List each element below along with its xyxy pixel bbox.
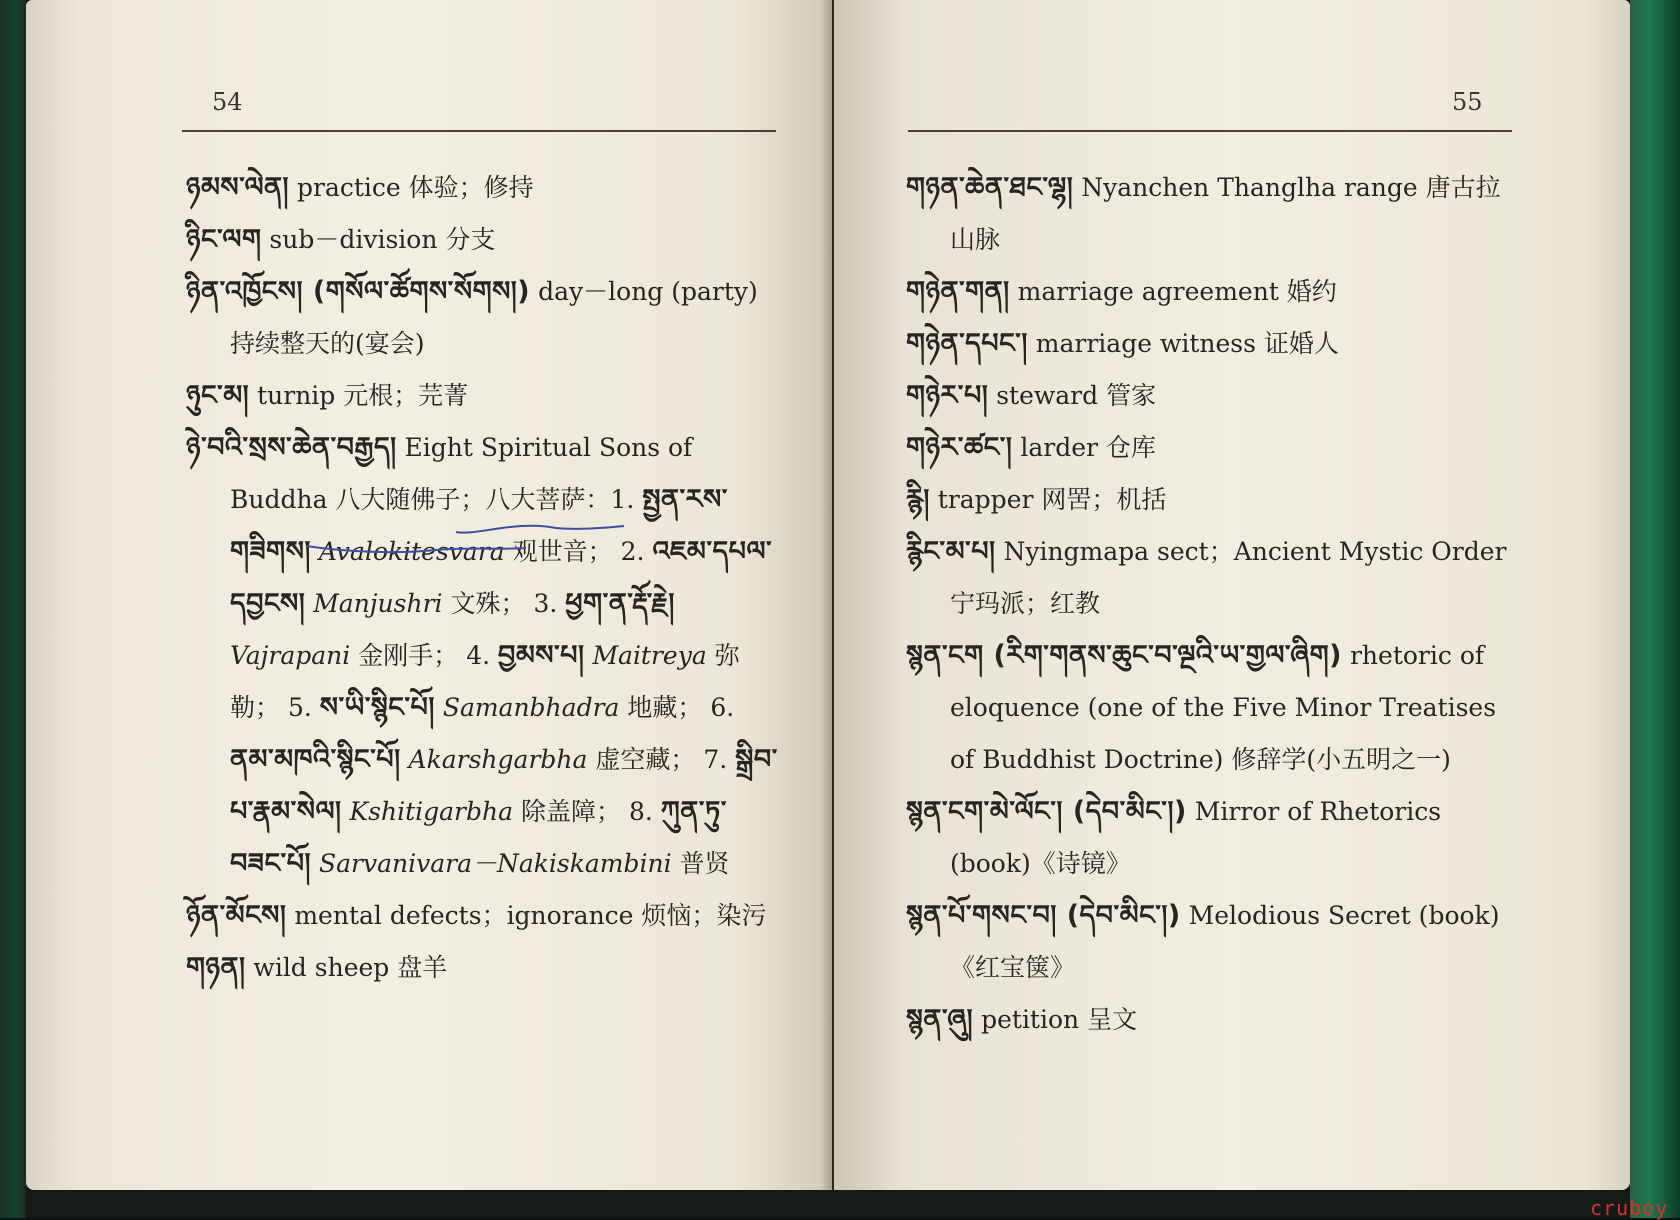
definition: Nyingmapa sect；Ancient Mystic Order 宁玛派；红教 xyxy=(950,537,1507,618)
item-number: 5. xyxy=(287,693,312,722)
tibetan-headword: ཉམས་ལེན། xyxy=(186,172,290,203)
entry-list xyxy=(186,162,778,994)
tibetan-headword: སྙན་ངག (རིག་གནས་ཆུང་བ་ལྔའི་ཡ་གྱལ་ཞིག) xyxy=(906,640,1343,671)
sanskrit-name: Vajrapani xyxy=(230,641,351,670)
dictionary-entry xyxy=(906,994,1514,1046)
chinese-gloss: 地藏； xyxy=(627,693,703,722)
right-page xyxy=(834,0,1630,1190)
sanskrit-name: Samanbhadra xyxy=(442,693,620,722)
tibetan-term: ཕྱག་ན་རྡོ་རྗེ། xyxy=(565,588,675,619)
item-number: 4. xyxy=(466,641,491,670)
tibetan-term: ཀུན་ཏུ་བཟང་པོ། xyxy=(230,796,727,879)
tibetan-headword: སྙན་ཞུ། xyxy=(906,1004,974,1035)
definition: petition 呈文 xyxy=(981,1005,1138,1034)
dictionary-entry xyxy=(906,786,1514,890)
dictionary-entry xyxy=(186,266,778,370)
tibetan-headword: སྙན་ངག་མེ་ལོང་། (དེབ་མིང་།) xyxy=(906,796,1187,827)
dictionary-entry xyxy=(906,630,1514,786)
definition: mental defects；ignorance 烦恼；染污 xyxy=(294,901,767,930)
page-number: 54 xyxy=(212,88,243,116)
tibetan-headword: གཉན། xyxy=(186,952,246,983)
chinese-gloss: 金刚手； xyxy=(358,641,459,670)
dictionary-entry xyxy=(906,318,1514,370)
header-rule xyxy=(908,130,1512,132)
tibetan-term: ནམ་མཁའི་སྙིང་པོ། xyxy=(230,744,401,775)
tibetan-headword: ཉིང་ལག xyxy=(186,224,262,255)
item-number: 3. xyxy=(533,589,558,618)
tibetan-term: ས་ཡི་སྙིང་པོ། xyxy=(319,692,435,723)
item-number: 7. xyxy=(703,745,728,774)
tibetan-headword: ཉུང་མ། xyxy=(186,380,250,411)
definition: wild sheep 盘羊 xyxy=(253,953,448,982)
chinese-gloss: 虚空藏； xyxy=(595,745,696,774)
dictionary-entry xyxy=(186,422,778,890)
tibetan-headword: ཉེ་བའི་སྲས་ཆེན་བརྒྱད། xyxy=(186,432,397,463)
tibetan-headword: གཉེར་པ། xyxy=(906,380,989,411)
definition: turnip 元根；芫菁 xyxy=(257,381,469,410)
tibetan-headword: གཉེན་དཔང་། xyxy=(906,328,1028,359)
tibetan-headword: གཉན་ཆེན་ཐང་ལྷ། xyxy=(906,172,1074,203)
sanskrit-name: Avalokitesvara xyxy=(318,537,505,566)
tibetan-headword: ཉིན་འཁྱོངས། (གསོལ་ཚོགས་སོགས།) xyxy=(186,276,531,307)
definition: marriage witness 证婚人 xyxy=(1035,329,1339,358)
item-number: 2. xyxy=(620,537,645,566)
scan-background xyxy=(26,1190,1630,1218)
definition: Melodious Secret (book)《红宝箧》 xyxy=(950,901,1500,982)
tibetan-term: སྒྲིབ་པ་རྣམ་སེལ། xyxy=(230,744,778,827)
sanskrit-name: Kshitigarbha xyxy=(349,797,514,826)
tibetan-headword: གཉེན་གན། xyxy=(906,276,1010,307)
chinese-gloss: 弥勒； xyxy=(230,641,740,722)
definition: steward 管家 xyxy=(996,381,1157,410)
definition: sub－division 分支 xyxy=(269,225,496,254)
dictionary-entry xyxy=(186,942,778,994)
definition: Mirror of Rhetorics (book)《诗镜》 xyxy=(950,797,1442,878)
sanskrit-name: Sarvanivara－Nakiskambini xyxy=(318,849,672,878)
book-cover-edge-left xyxy=(0,0,26,1218)
dictionary-entry xyxy=(906,162,1514,266)
dictionary-entry xyxy=(186,162,778,214)
header-rule xyxy=(182,130,776,132)
dictionary-entry xyxy=(186,214,778,266)
definition: Nyanchen Thanglha range 唐古拉山脉 xyxy=(950,173,1501,254)
sanskrit-name: Manjushri xyxy=(313,589,443,618)
definition: day－long (party) 持续整天的(宴会) xyxy=(230,277,758,358)
dictionary-entry xyxy=(906,890,1514,994)
definition: trapper 网罟；机括 xyxy=(937,485,1167,514)
tibetan-headword: རྙི། xyxy=(906,484,930,515)
definition: larder 仓库 xyxy=(1020,433,1156,462)
tibetan-term: བྱམས་པ། xyxy=(498,640,585,671)
sanskrit-name: Maitreya xyxy=(592,641,707,670)
chinese-gloss: 观世音； xyxy=(512,537,613,566)
tibetan-term: སྤྱན་རས་གཟིགས། xyxy=(230,484,728,567)
definition: practice 体验；修持 xyxy=(297,173,534,202)
definition: Eight Spiritual Sons of Buddha 八大随佛子；八大菩萨：1. xyxy=(230,433,693,514)
chinese-gloss: 普贤 xyxy=(679,849,730,878)
definition: marriage agreement 婚约 xyxy=(1017,277,1337,306)
left-page xyxy=(26,0,832,1190)
item-number: 6. xyxy=(710,693,735,722)
entry-list xyxy=(906,162,1514,1046)
page-number: 55 xyxy=(1452,88,1483,116)
dictionary-entry xyxy=(906,266,1514,318)
sanskrit-name: Akarshgarbha xyxy=(408,745,588,774)
chinese-gloss: 除盖障； xyxy=(520,797,621,826)
item-number: 8. xyxy=(628,797,653,826)
definition: rhetoric of eloquence (one of the Five Minor Treatises of Buddhist Doctrine) 修辞学(小五明之一) xyxy=(950,641,1497,774)
dictionary-entry xyxy=(906,422,1514,474)
tibetan-headword: སྙན་པོ་གསང་བ། (དེབ་མིང་།) xyxy=(906,900,1181,931)
book-cover-edge-right xyxy=(1630,0,1680,1218)
tibetan-headword: ཉོན་མོངས། xyxy=(186,900,287,931)
dictionary-entry xyxy=(906,526,1514,630)
dictionary-entry xyxy=(906,474,1514,526)
dictionary-entry xyxy=(186,890,778,942)
tibetan-headword: རྙིང་མ་པ། xyxy=(906,536,996,567)
dictionary-entry xyxy=(186,370,778,422)
watermark: cruboy xyxy=(1590,1196,1669,1220)
tibetan-term: འཇམ་དཔལ་དབྱངས། xyxy=(230,536,773,619)
chinese-gloss: 文殊； xyxy=(450,589,526,618)
dictionary-entry xyxy=(906,370,1514,422)
tibetan-headword: གཉེར་ཚང་། xyxy=(906,432,1013,463)
